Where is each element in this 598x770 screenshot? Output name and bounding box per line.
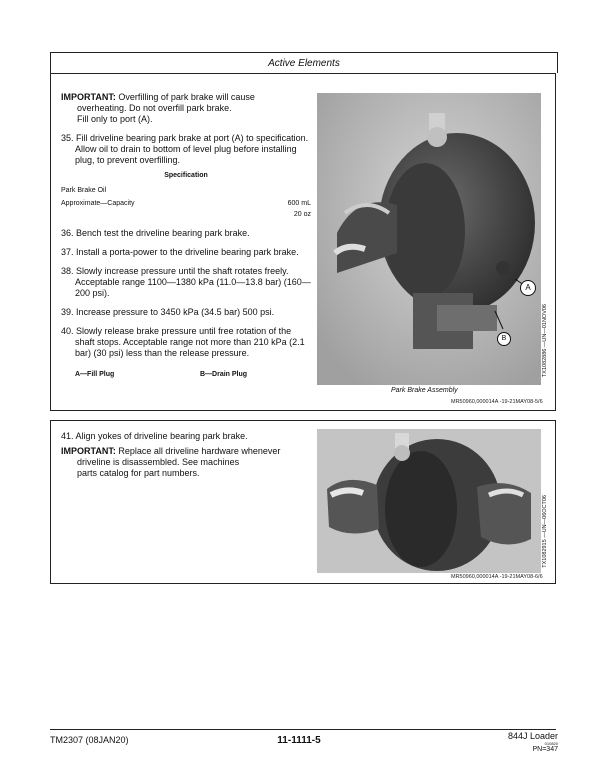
important-text: Fill only to port (A). — [77, 114, 153, 124]
footer-document-id: TM2307 (08JAN20) — [50, 735, 129, 745]
legend-drain-plug: B—Drain Plug — [200, 371, 248, 378]
footer-page-number: 11-1111-5 — [277, 735, 321, 746]
important-text: Replace all driveline hardware whenever — [118, 446, 281, 456]
instruction-column — [61, 431, 311, 487]
step-41: 41. Align yokes of driveline bearing park brake. — [61, 431, 248, 441]
image-code: TX1082886 —UN—01NOV06 — [542, 304, 548, 378]
aligned-yokes-photo — [317, 429, 541, 573]
spec-row — [61, 198, 311, 209]
important-label: IMPORTANT: — [61, 446, 116, 456]
step-35: 35. Fill driveline bearing park brake at port (A) to specification. Allow oil to drain to bottom of level plug before installing plug, to prevent overfilling. — [61, 133, 309, 165]
instruction-column — [61, 92, 311, 380]
footer-pn: PN=347 — [532, 746, 558, 753]
callout-b-label: B — [501, 335, 507, 342]
reference-code: MR50960,000014A -19-21MAY08-5/6 — [451, 399, 543, 405]
important-text: driveline is disassembled. See machines — [77, 457, 240, 467]
aligned-yokes-illustration — [317, 429, 541, 573]
callout-a-label: A — [525, 283, 531, 292]
callout-b — [497, 332, 511, 346]
spec-value: 600 mL — [287, 200, 311, 207]
step-38: 38. Slowly increase pressure until the shaft rotates freely. Acceptable range 1100—1380 kPa (11.0—13.8 bar) (160—200 psi). — [61, 266, 311, 298]
image-code: TX1082915 —UN—06OCT06 — [542, 495, 548, 568]
callout-legend — [61, 369, 311, 380]
step-39: 39. Increase pressure to 3450 kPa (34.5 bar) 500 psi. — [61, 307, 275, 317]
procedure-block-2 — [50, 420, 556, 584]
important-note — [61, 446, 311, 479]
step-40: 40. Slowly release brake pressure until free rotation of the shaft stops. Acceptable range not more than 210 kPa (2.1 bar) (30 psi) less than the release pressure. — [61, 326, 305, 358]
callout-a — [520, 280, 536, 296]
important-text: overheating. Do not overfill park brake. — [77, 103, 232, 113]
spec-label: Approximate—Capacity — [61, 200, 135, 207]
reference-code: MR50960,000014A -19-21MAY08-6/6 — [451, 574, 543, 580]
footer-date-code: 010820 — [544, 741, 558, 746]
important-label: IMPORTANT: — [61, 92, 116, 102]
footer-model: 844J Loader — [507, 731, 558, 741]
spec-name: Park Brake Oil — [61, 187, 107, 194]
footer-model-block — [508, 731, 558, 753]
section-header — [50, 52, 558, 73]
step-36: 36. Bench test the driveline bearing park brake. — [61, 228, 250, 238]
important-text: parts catalog for part numbers. — [77, 468, 200, 478]
step-37: 37. Install a porta-power to the driveline bearing park brake. — [61, 247, 299, 257]
important-text: Overfilling of park brake will cause — [118, 92, 255, 102]
legend-fill-plug: A—Fill Plug — [75, 371, 115, 378]
spec-title: Specification — [164, 172, 208, 179]
procedure-block-1 — [50, 73, 556, 411]
figure-caption: Park Brake Assembly — [391, 387, 458, 394]
section-header-title: Active Elements — [268, 58, 340, 69]
spec-alt-value: 20 oz — [293, 211, 311, 218]
footer-rule — [50, 729, 556, 730]
important-note — [61, 92, 311, 125]
